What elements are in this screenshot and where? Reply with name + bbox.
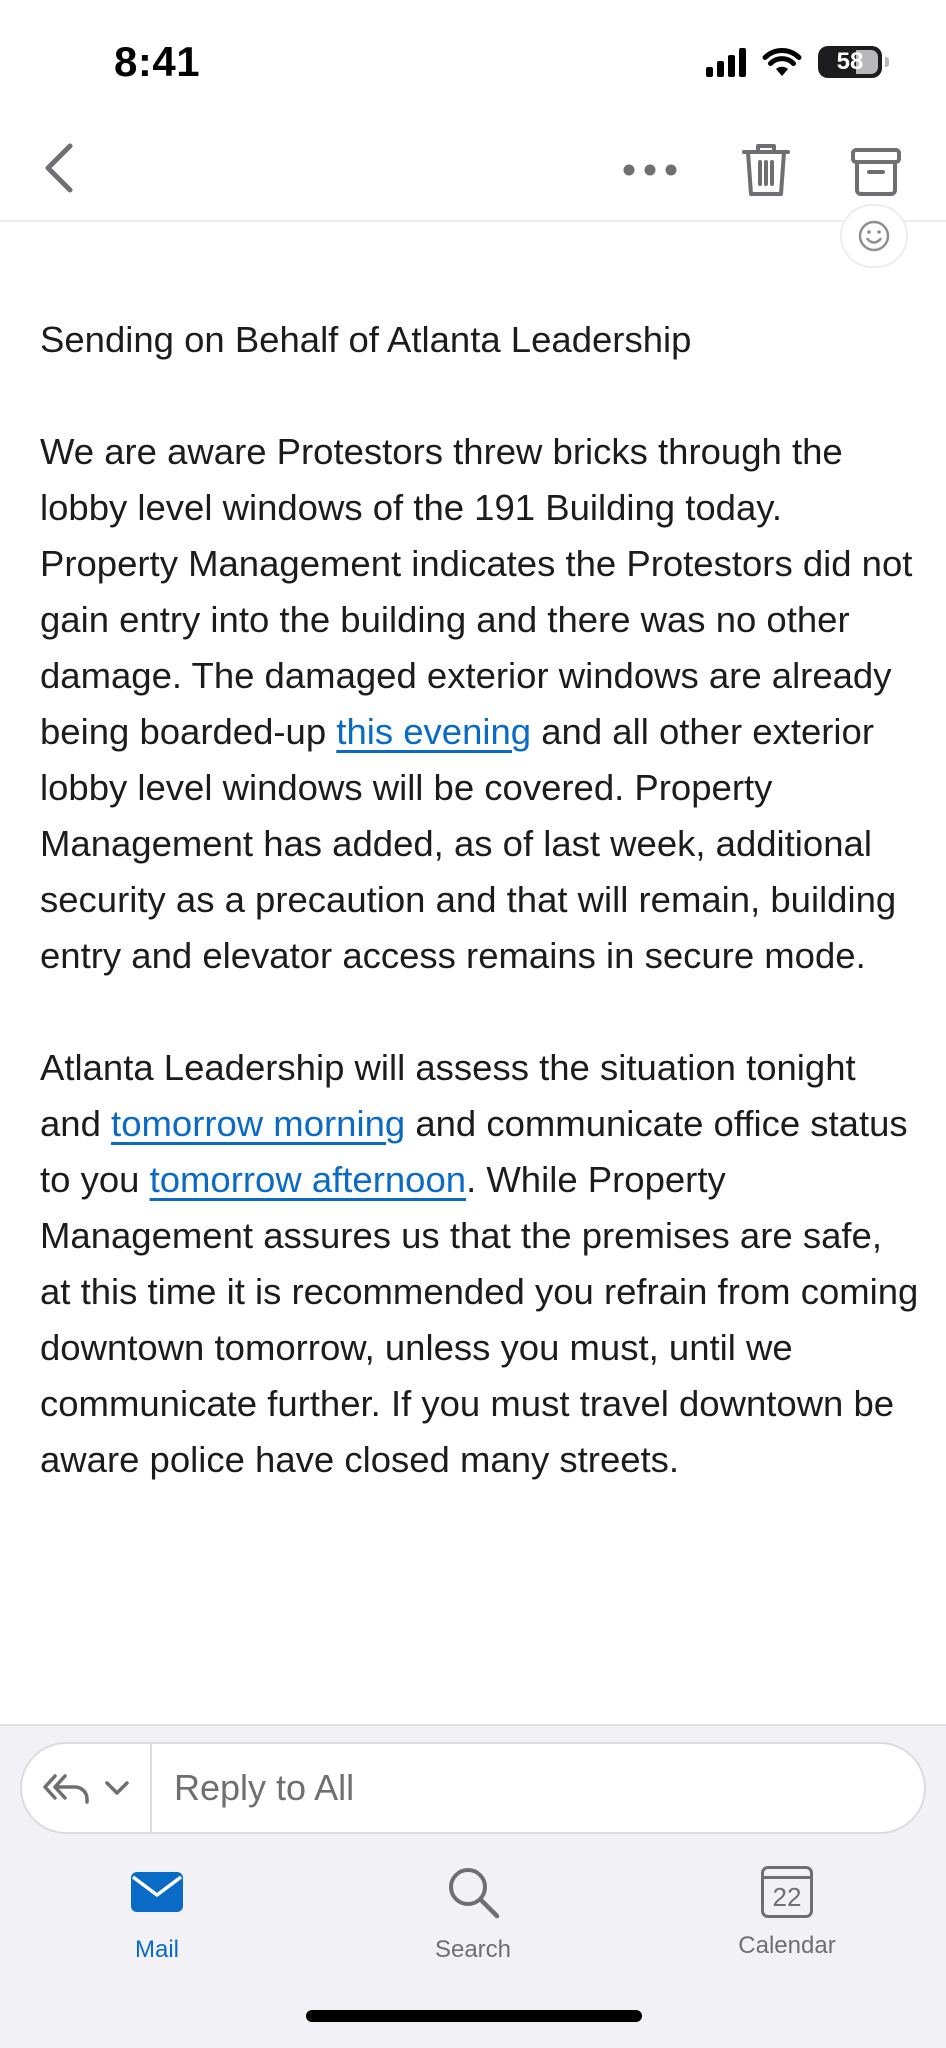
reply-options-button[interactable] [22,1744,152,1832]
chevron-left-icon [36,138,86,198]
home-indicator[interactable] [306,2010,642,2022]
more-button[interactable] [620,150,680,190]
status-bar [0,0,946,120]
tab-label: Calendar [738,1932,836,1959]
bottom-bar [0,1724,946,2048]
status-time: 8:41 [114,38,201,85]
trash-icon [738,140,794,200]
email-body [40,312,920,1544]
wifi-icon [762,47,802,77]
date-link-this-evening[interactable]: this evening [336,711,532,752]
reply-input[interactable]: Reply to All [174,1767,355,1808]
email-intro: Sending on Behalf of Atlanta Leadership [40,319,692,360]
cellular-signal-icon [706,47,746,77]
archive-button[interactable] [848,140,904,200]
back-button[interactable] [36,138,86,198]
chevron-down-icon [103,1778,131,1798]
status-icons [706,46,882,78]
reply-bar[interactable] [20,1742,926,1834]
calendar-icon [761,1866,813,1918]
calendar-day: 22 [772,1882,802,1912]
paragraph-text: Atlanta Leadership will assess the situation tonight and [40,1047,856,1144]
tab-label: Mail [134,1936,179,1963]
email-toolbar [0,120,946,222]
paragraph-text: and all other exterior lobby level windows will be covered. Property Management has added, as of last week, additional security as a precaution and that will remain, building entry and elevator access remains in secure mode. [40,711,897,976]
mail-icon [129,1862,185,1922]
search-icon [443,1862,503,1922]
tab-calendar[interactable] [687,1862,887,1982]
paragraph-text: We are aware Protestors threw bricks through the lobby level windows of the 191 Building today. Property Management indicates the Protestors did not gain entry into the building and there was no other damage. The damaged exterior windows are already being boarded-up [40,431,913,752]
paragraph-text: and communicate office status to you [40,1103,908,1200]
reply-all-icon [41,1770,91,1806]
battery-icon [818,46,882,78]
tab-search[interactable] [373,1862,573,1982]
battery-level: 58 [836,48,864,75]
add-reaction-button[interactable] [840,204,908,268]
tab-mail[interactable] [57,1862,257,1982]
ellipsis-icon [620,150,680,190]
tab-label: Search [434,1936,512,1963]
delete-button[interactable] [738,140,794,200]
date-link-tomorrow-morning[interactable]: tomorrow morning [111,1103,406,1144]
paragraph-text: . While Property Management assures us that the premises are safe, at this time it is recommended you refrain from coming downtown tomorrow, unless you must, until we communicate further. If you must travel downtown be aware police have closed many streets. [40,1159,919,1480]
date-link-tomorrow-afternoon[interactable]: tomorrow afternoon [149,1159,467,1200]
smiley-icon [857,219,891,253]
email-paragraph [40,424,920,984]
archive-icon [848,140,904,200]
email-paragraph [40,1040,920,1488]
